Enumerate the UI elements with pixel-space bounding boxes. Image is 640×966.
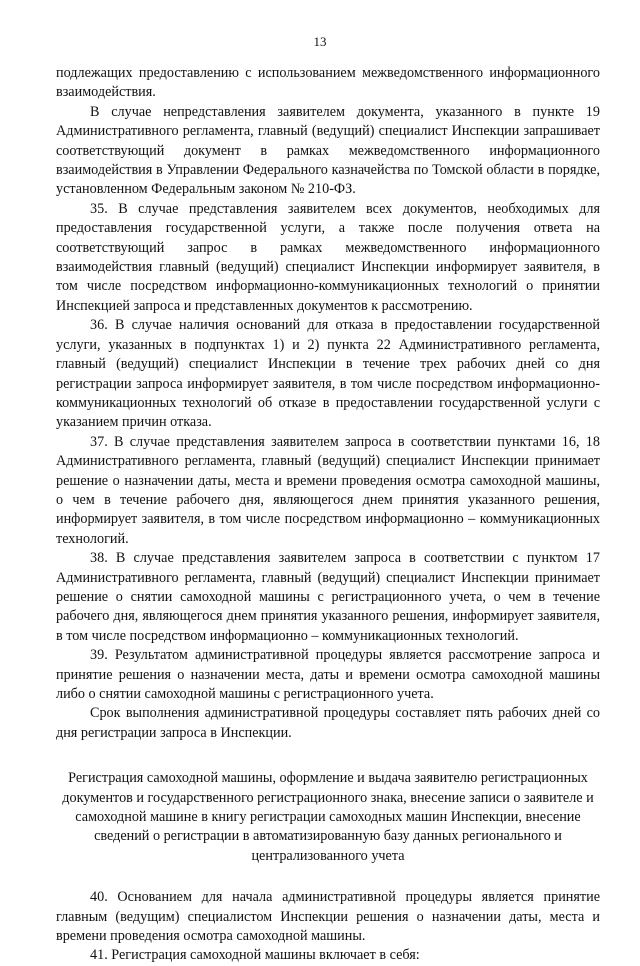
paragraph: В случае непредставления заявителем документа, указанного в пункте 19 Административного регламента, главный (ведущий) специалист Инспекции запрашивает соответствующий документ в рамках межведомственного информационного взаимодействия в Управлении Федерального казначейства по Томской области в порядке, установленном Федеральным законом № 210-ФЗ. <box>56 103 600 198</box>
section-heading: Регистрация самоходной машины, оформление и выдача заявителю регистрационных документов и государственного регистрационного знака, внесение записи о заявителе и самоходной машине в книгу регистрации самоходных машин Инспекции, внесение сведений о регистрации в автоматизированную базу данных регионального и централизованного учета <box>62 770 594 864</box>
paragraph-41: 41. Регистрация самоходной машины включает в себя: <box>90 947 420 964</box>
document-body <box>56 64 600 966</box>
paragraph-38: 38. В случае представления заявителем запроса в соответствии с пунктом 17 Административного регламента, главный (ведущий) специалист Инспекции принимает решение о снятии самоходной машины с регистрационного учета, о чем в течение рабочего дня, являющегося днем принятия указанного решения, информирует заявителя, в том числе посредством информационно – коммуникационных технологий. <box>56 550 600 644</box>
paragraph-40: 40. Основанием для начала административной процедуры является принятие главным (ведущим) специалистом Инспекции решения о назначении даты, места и времени проведения осмотра самоходной машины. <box>56 889 600 945</box>
paragraph-35: 35. В случае представления заявителем всех документов, необходимых для предоставления государственной услуги, а также после получения ответа на соответствующий запрос в рамках межведомственного информационного взаимодействия главный (ведущий) специалист Инспекции информирует заявителя, в том числе посредством информационно-коммуникационных технологий о принятии Инспекцией запроса и представленных документов к рассмотрению. <box>56 200 600 314</box>
paragraph: подлежащих предоставлению с использованием межведомственного информационного взаимодействия. <box>56 65 600 101</box>
paragraph-36: 36. В случае наличия оснований для отказа в предоставлении государственной услуги, указанных в подпунктах 1) и 2) пункта 22 Административного регламента, главный (ведущий) специалист Инспекции в течение трех рабочих дней со дня регистрации запроса информирует заявителя, в том числе посредством информационно-коммуникационных технологий об отказе в предоставлении государственной услуги с указанием причин отказа. <box>56 317 600 431</box>
paragraph: Срок выполнения административной процедуры составляет пять рабочих дней со дня регистрации запроса в Инспекции. <box>56 705 600 741</box>
page-number: 13 <box>313 34 327 49</box>
paragraph-39: 39. Результатом административной процедуры является рассмотрение запроса и принятие решения о назначении места, даты и времени осмотра самоходной машины либо о снятии самоходной машины с регистрационного учета. <box>56 647 600 702</box>
paragraph-37: 37. В случае представления заявителем запроса в соответствии пунктами 16, 18 Административного регламента, главный (ведущий) специалист Инспекции принимает решение о назначении даты, места и времени проведения осмотра самоходной машины, о чем в течение рабочего дня, являющегося днем принятия указанного решения, информирует заявителя, в том числе посредством информационно – коммуникационных технологий. <box>56 433 600 547</box>
